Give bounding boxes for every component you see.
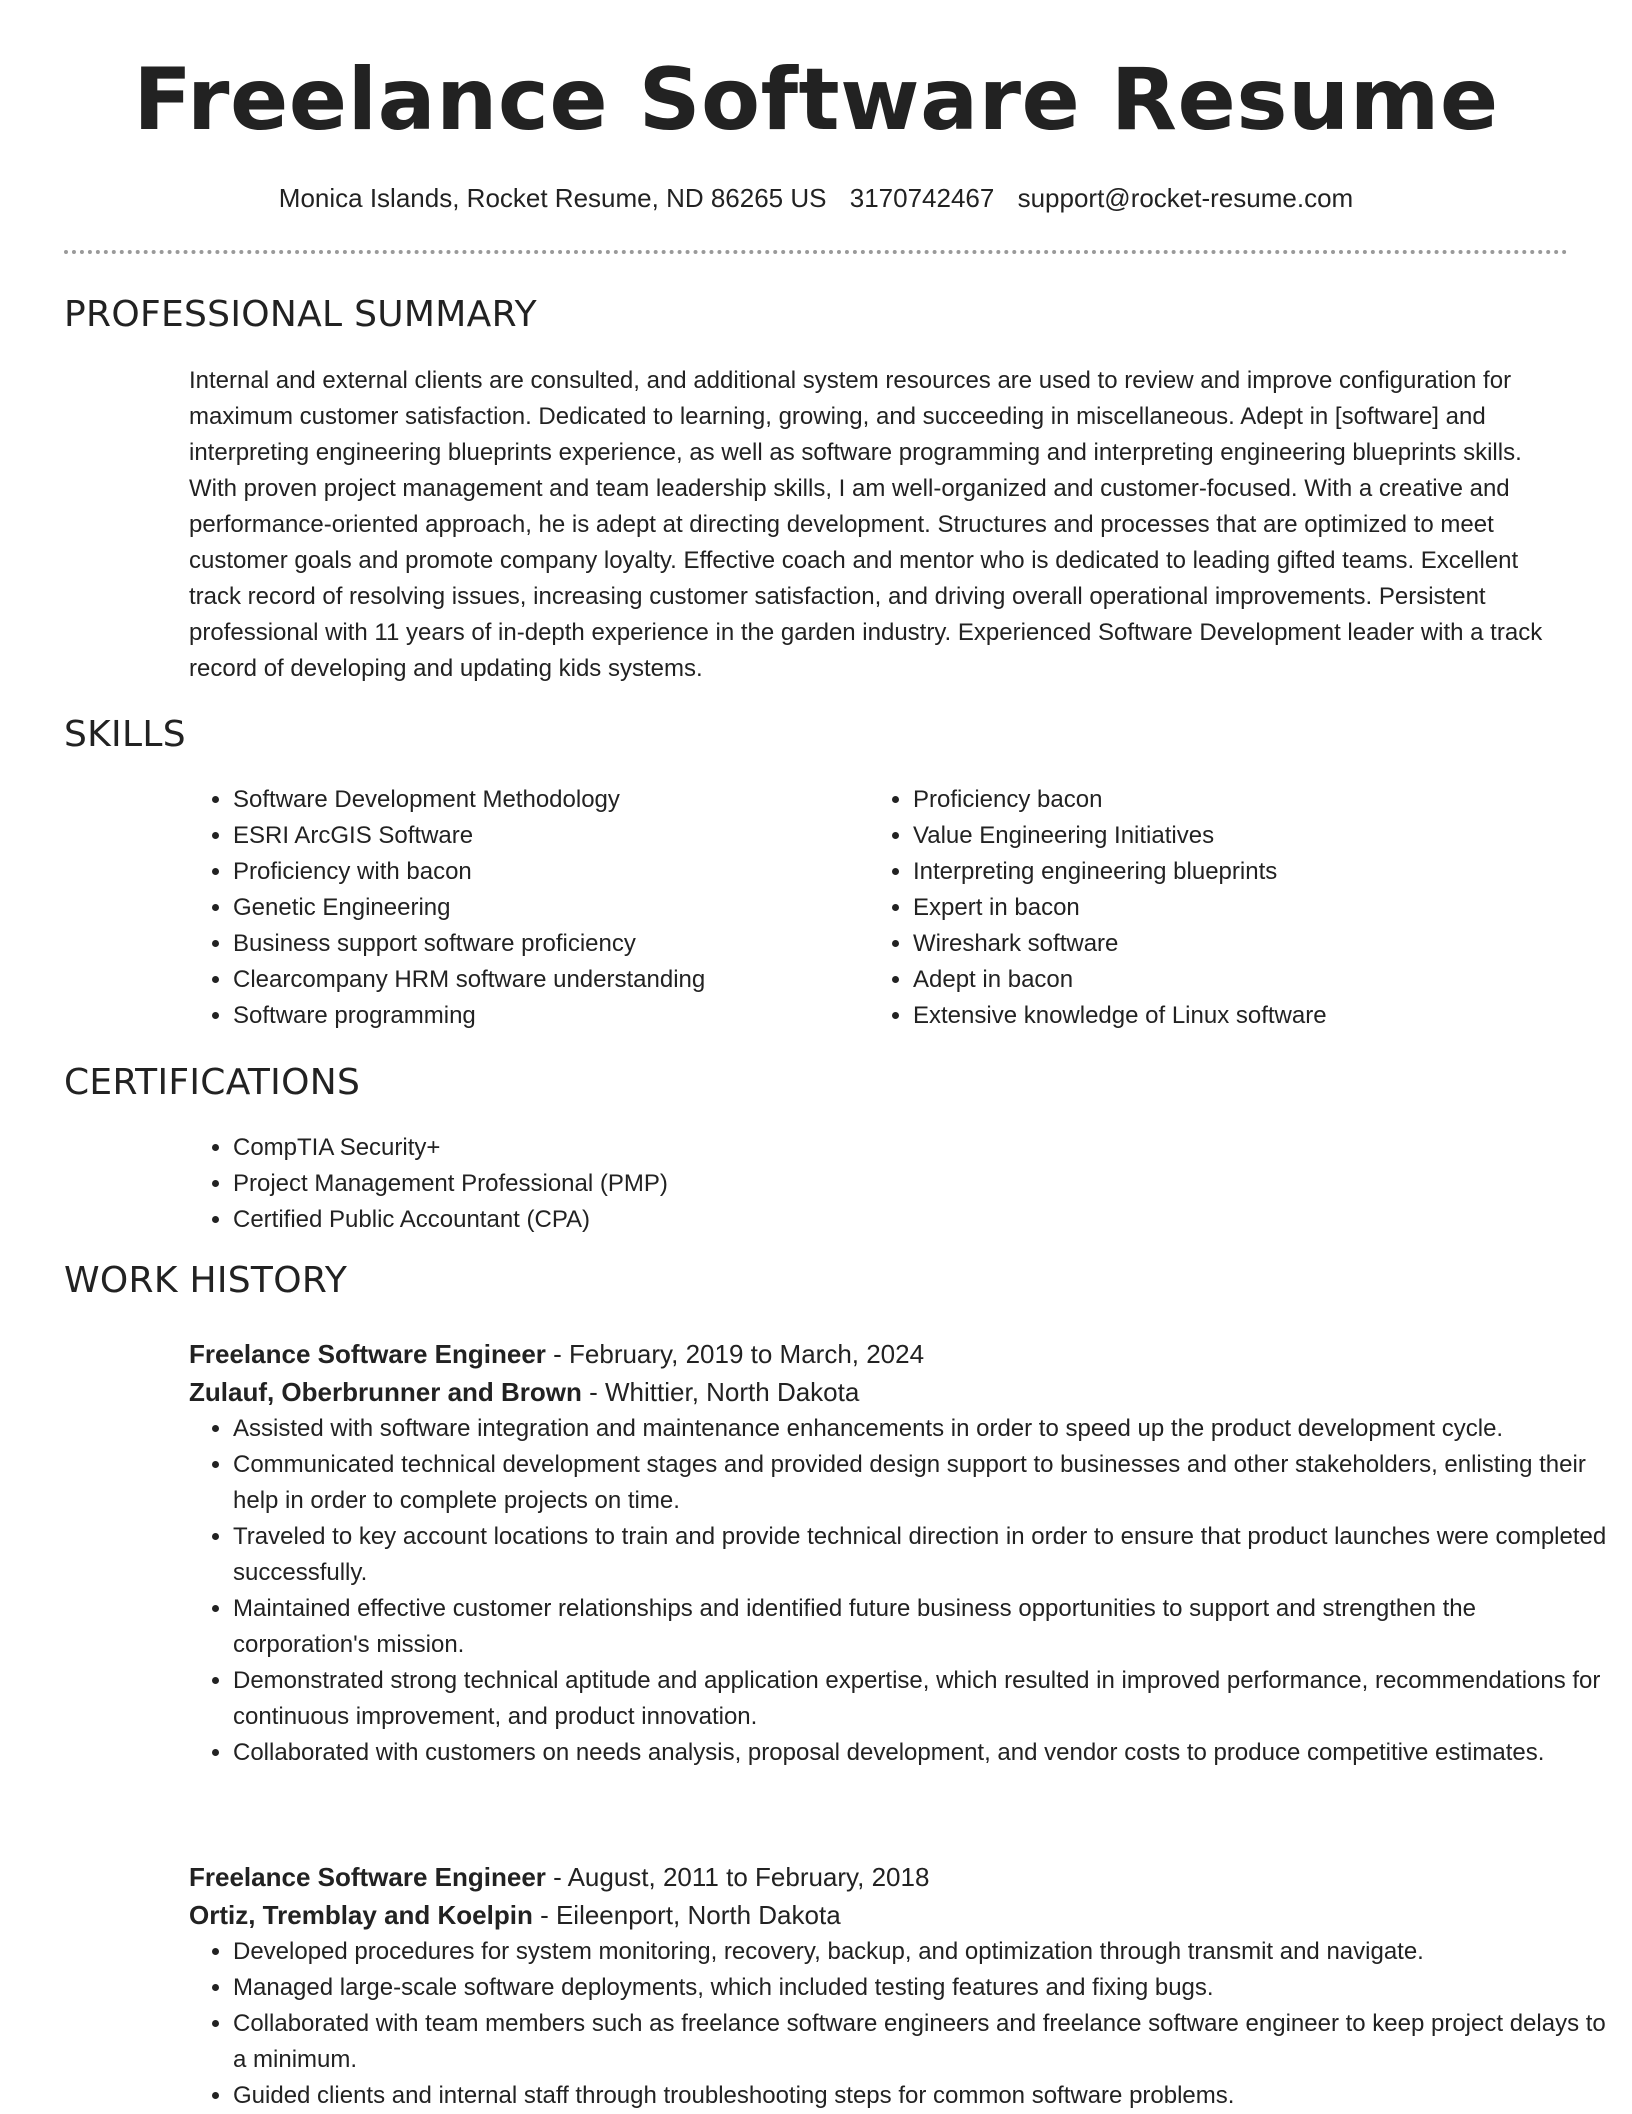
skill-item: • Clearcompany HRM software understanding	[233, 962, 829, 998]
job-bullet: • Traveled to key account locations to train and provide technical direction in order to ensure that product launches were completed successfully.	[233, 1519, 1613, 1591]
job-bullet: • Demonstrated strong technical aptitude and application expertise, which resulted in improved performance, recommendations for continuous improvement, and product innovation.	[233, 1663, 1613, 1735]
job-title-line	[189, 1858, 1569, 1896]
job-dates: - February, 2019 to March, 2024	[545, 1339, 925, 1369]
skill-item: • Interpreting engineering blueprints	[913, 854, 1569, 890]
skills-right-column	[869, 782, 1569, 1034]
skill-item: • Extensive knowledge of Linux software	[913, 998, 1569, 1034]
skill-item: • Wireshark software	[913, 926, 1569, 962]
job-bullet: • Collaborated with team members such as freelance software engineers and freelance software engineer to keep project delays to a minimum.	[233, 2006, 1613, 2078]
skill-item: • ESRI ArcGIS Software	[233, 818, 829, 854]
certification-item: • Project Management Professional (PMP)	[233, 1166, 1089, 1202]
summary-text: Internal and external clients are consulted, and additional system resources are used to review and improve configuration for maximum customer satisfaction. Dedicated to learning, growing, and succeeding in miscellaneous. Adept in [software] and interpreting engineering blueprints experience, as well as software programming and interpreting engineering blueprints skills. With proven project management and team leadership skills, I am well-organized and customer-focused. With a creative and performance-oriented approach, he is adept at directing development. Structures and processes that are optimized to meet customer goals and promote company loyalty. Effective coach and mentor who is dedicated to leading gifted teams. Excellent track record of resolving issues, increasing customer satisfaction, and driving overall operational improvements. Persistent professional with 11 years of in-depth experience in the garden industry. Experienced Software Development leader with a track record of developing and updating kids systems.	[189, 367, 1543, 682]
job-company: Ortiz, Tremblay and Koelpin	[189, 1900, 533, 1930]
header-divider	[64, 250, 1568, 254]
contact-line	[0, 183, 1632, 214]
skill-item: • Genetic Engineering	[233, 890, 829, 926]
contact-email: support@rocket-resume.com	[1017, 183, 1354, 213]
job-bullet: • Maintained effective customer relationships and identified future business opportunities to support and strengthen the corporation's mission.	[233, 1591, 1613, 1663]
job-location: - Eileenport, North Dakota	[532, 1900, 841, 1930]
certification-item: • Certified Public Accountant (CPA)	[233, 1202, 1089, 1238]
job-company: Zulauf, Oberbrunner and Brown	[189, 1377, 582, 1407]
certifications-list	[189, 1130, 1089, 1238]
contact-phone: 3170742467	[849, 183, 995, 213]
job-bullet: • Managed large-scale software deployments, which included testing features and fixing bugs.	[233, 1970, 1613, 2006]
skill-item: • Software programming	[233, 998, 829, 1034]
job-title: Freelance Software Engineer	[189, 1339, 546, 1369]
job-entry	[189, 1335, 1607, 1771]
skill-item: • Software Development Methodology	[233, 782, 829, 818]
skill-item: • Proficiency with bacon	[233, 854, 829, 890]
job-company-line	[189, 1373, 1569, 1411]
job-bullet: • Communicated technical development stages and provided design support to businesses and other stakeholders, enlisting their help in order to complete projects on time.	[233, 1447, 1613, 1519]
skill-item: • Value Engineering Initiatives	[913, 818, 1569, 854]
job-bullet: • Assisted with software integration and maintenance enhancements in order to speed up the product development cycle.	[233, 1411, 1613, 1447]
skill-item: • Expert in bacon	[913, 890, 1569, 926]
job-title-line	[189, 1335, 1569, 1373]
skill-item: • Adept in bacon	[913, 962, 1569, 998]
job-company-line	[189, 1896, 1569, 1934]
skill-item: • Business support software proficiency	[233, 926, 829, 962]
skills-left-column	[189, 782, 829, 1034]
job-bullet: • Developed procedures for system monitoring, recovery, backup, and optimization through transmit and navigate.	[233, 1934, 1613, 1970]
job-bullet: • Collaborated with customers on needs analysis, proposal development, and vendor costs to produce competitive estimates.	[233, 1735, 1613, 1771]
job-dates: - August, 2011 to February, 2018	[545, 1862, 930, 1892]
work-history-heading: WORK HISTORY	[64, 1260, 348, 1301]
certifications-heading: CERTIFICATIONS	[64, 1062, 361, 1103]
skills-heading: SKILLS	[64, 714, 186, 755]
skill-item: • Proficiency bacon	[913, 782, 1569, 818]
job-entry	[189, 1858, 1606, 2114]
job-location: - Whittier, North Dakota	[581, 1377, 860, 1407]
contact-address: Monica Islands, Rocket Resume, ND 86265 US	[278, 183, 827, 213]
certification-item: • CompTIA Security+	[233, 1130, 1089, 1166]
job-bullets	[189, 1411, 1613, 1771]
job-bullet: • Guided clients and internal staff through troubleshooting steps for common software problems.	[233, 2078, 1613, 2114]
resume-title: Freelance Software Resume	[133, 50, 1499, 150]
summary-heading: PROFESSIONAL SUMMARY	[64, 294, 537, 335]
job-bullets	[189, 1934, 1613, 2114]
job-title: Freelance Software Engineer	[189, 1862, 546, 1892]
